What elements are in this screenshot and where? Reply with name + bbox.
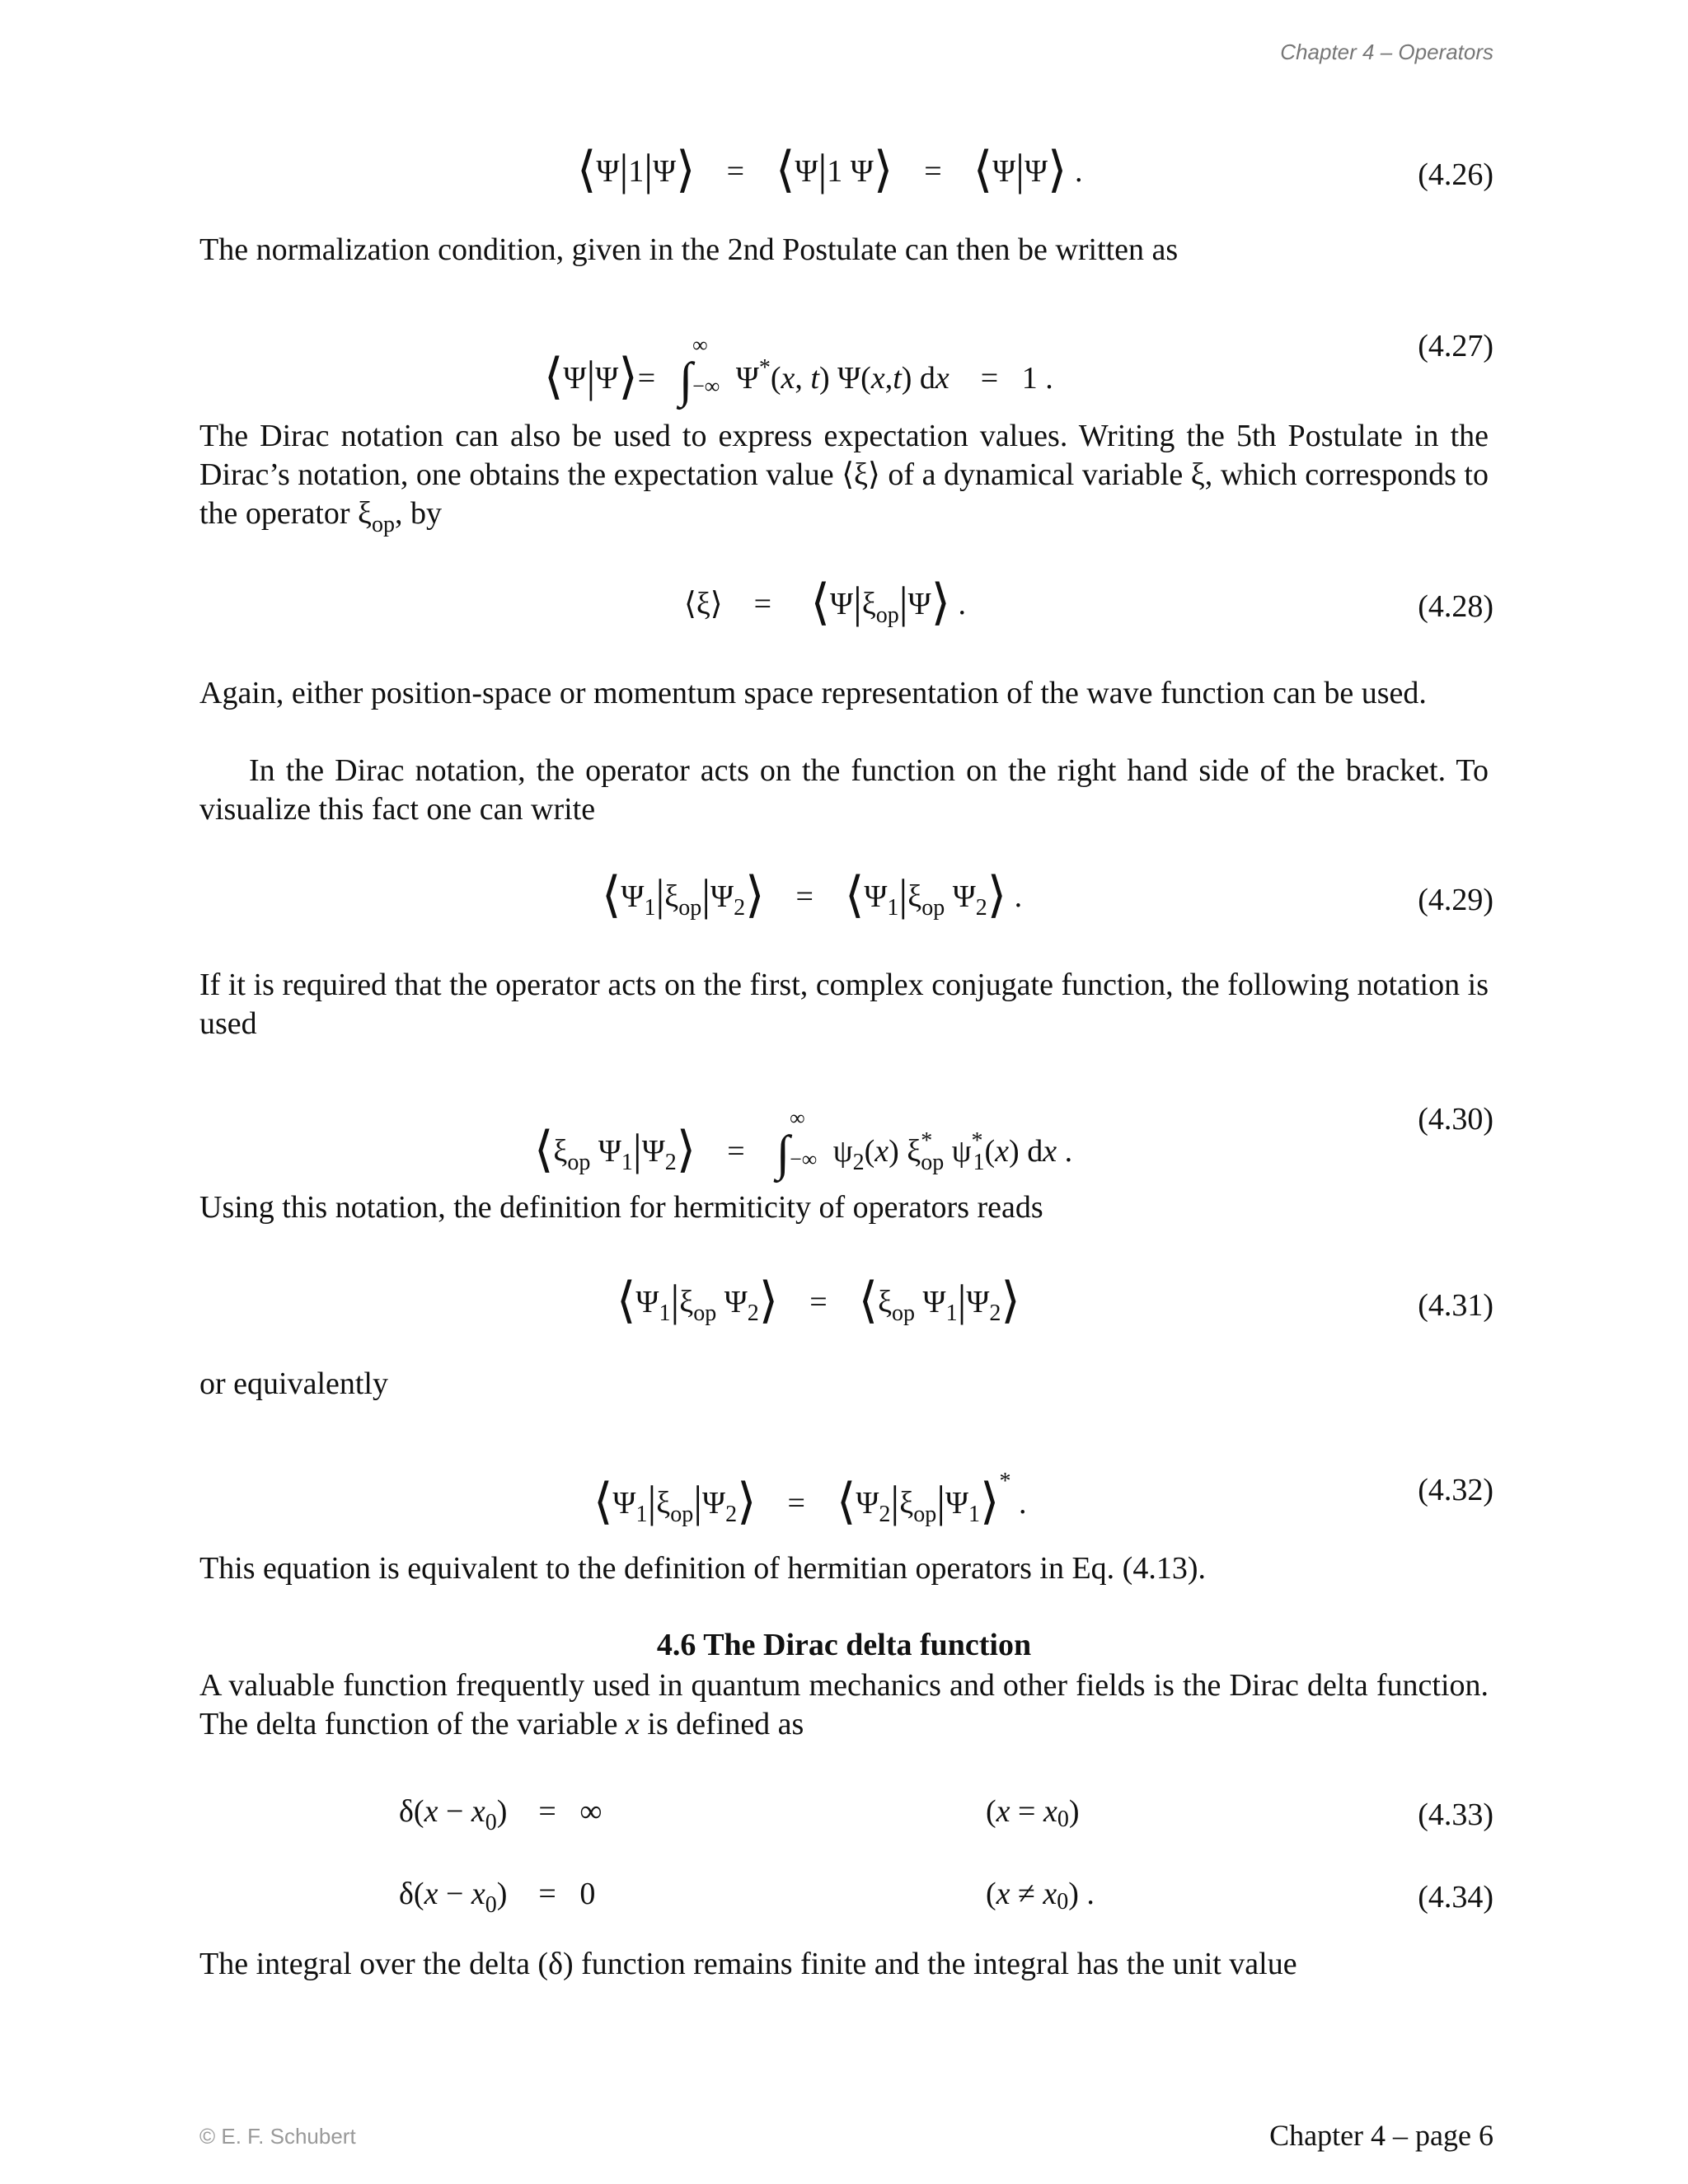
paragraph-text-end: , by <box>394 496 442 531</box>
equation-body: $⟨\Psi_1|\xi_{op}$ $\Psi_2⟩$ = $⟨\xi_{op}$ $\Psi_1|\Psi_2⟩$ <box>617 1273 1020 1328</box>
paragraph-text-end: is defined as <box>639 1707 804 1741</box>
copyright-notice: © E. F. Schubert <box>199 2124 356 2149</box>
equation-number: (4.27) <box>1418 329 1493 363</box>
equation-number: (4.32) <box>1418 1473 1493 1507</box>
equation-4-28 <box>0 574 1688 640</box>
paragraph: Again, either position-space or momentum space representation of the wave function can be used. <box>199 676 1427 710</box>
equation-number: (4.30) <box>1418 1102 1493 1137</box>
equation-4-31 <box>0 1272 1688 1338</box>
paragraph-text: The Dirac notation can also be used to express expectation values. Writing the 5th Postulate in the Dirac’s notation, one obtains the expectation value ⟨ξ⟩ of a dynamical variable ξ, which corresponds to the operator ξ <box>199 419 1489 531</box>
equation-body: $\delta(x - x_0)$ = ∞ <box>399 1794 603 1835</box>
paragraph: Using this notation, the definition for hermiticity of operators reads <box>199 1190 1043 1225</box>
paragraph: If it is required that the operator acts on the first, complex conjugate function, the following notation is used <box>199 968 1489 1041</box>
paragraph: This equation is equivalent to the definition of hermitian operators in Eq. (4.13). <box>199 1551 1206 1586</box>
equation-number: (4.26) <box>1418 157 1493 192</box>
equation-number: (4.33) <box>1418 1797 1493 1832</box>
equation-body: ⟨Ψ|Ψ⟩= ∫ ∞ −∞ Ψ*(x, t) Ψ(x,t) dx = 1 . <box>544 333 1053 407</box>
equation-4-32 <box>0 1457 1688 1529</box>
equation-4-26 <box>0 142 1688 208</box>
equation-4-33 <box>0 1782 1688 1848</box>
equation-body: $⟨\xi_{op}$ $\Psi_1|\Psi_2⟩$ = ∫ ∞ −∞ $\psi_2(x)$ $\xi^*_{op}$ $\psi^*_1(x)$ dx . <box>534 1106 1073 1180</box>
paragraph <box>199 1666 1489 1744</box>
page-number: Chapter 4 – page 6 <box>1269 2119 1493 2152</box>
paragraph <box>199 417 1489 544</box>
equation-body: $⟨\Psi_1|\xi_{op}|\Psi_2⟩$ = $⟨\Psi_2|\xi_{op}|\Psi_1⟩^*$ . <box>593 1469 1027 1529</box>
variable-x: x <box>626 1707 640 1741</box>
paragraph-text: A valuable function frequently used in quantum mechanics and other fields is the Dirac delta function. The delta function of the variable <box>199 1668 1489 1741</box>
paragraph: In the Dirac notation, the operator acts on the function on the right hand side of the bracket. To visualize this fact one can write <box>199 753 1489 827</box>
operator-subscript: op <box>371 512 395 537</box>
section-heading: 4.6 The Dirac delta function <box>656 1628 1032 1662</box>
equation-number: (4.34) <box>1418 1880 1493 1915</box>
paragraph: or equivalently <box>199 1366 388 1401</box>
equation-4-34 <box>0 1864 1688 1930</box>
equation-body: ⟨ξ⟩ = $⟨\Psi|\xi_{op}|\Psi⟩$ . <box>684 575 967 630</box>
equation-4-27 <box>0 313 1688 407</box>
paragraph: The normalization condition, given in the 2nd Postulate can then be written as <box>199 232 1179 267</box>
equation-condition: $(x \ne x_0)$ . <box>986 1877 1095 1915</box>
equation-condition: $(x = x_0)$ <box>986 1794 1080 1832</box>
equation-number: (4.31) <box>1418 1288 1493 1323</box>
paragraph: The integral over the delta (δ) function remains finite and the integral has the unit value <box>199 1947 1297 1981</box>
equation-number: (4.28) <box>1418 589 1493 624</box>
equation-body: $\delta(x - x_0)$ = 0 <box>399 1877 596 1918</box>
equation-body: $⟨\Psi_1|\xi_{op}|\Psi_2⟩$ = $⟨\Psi_1|\xi_{op}$ $\Psi_2⟩$ . <box>602 868 1023 922</box>
equation-4-29 <box>0 867 1688 933</box>
running-header: Chapter 4 – Operators <box>1280 40 1493 64</box>
equation-body: ⟨Ψ|1|Ψ⟩ = ⟨Ψ|1 Ψ⟩ = ⟨Ψ|Ψ⟩ . <box>577 143 1083 197</box>
equation-number: (4.29) <box>1418 883 1493 917</box>
equation-4-30 <box>0 1086 1688 1180</box>
